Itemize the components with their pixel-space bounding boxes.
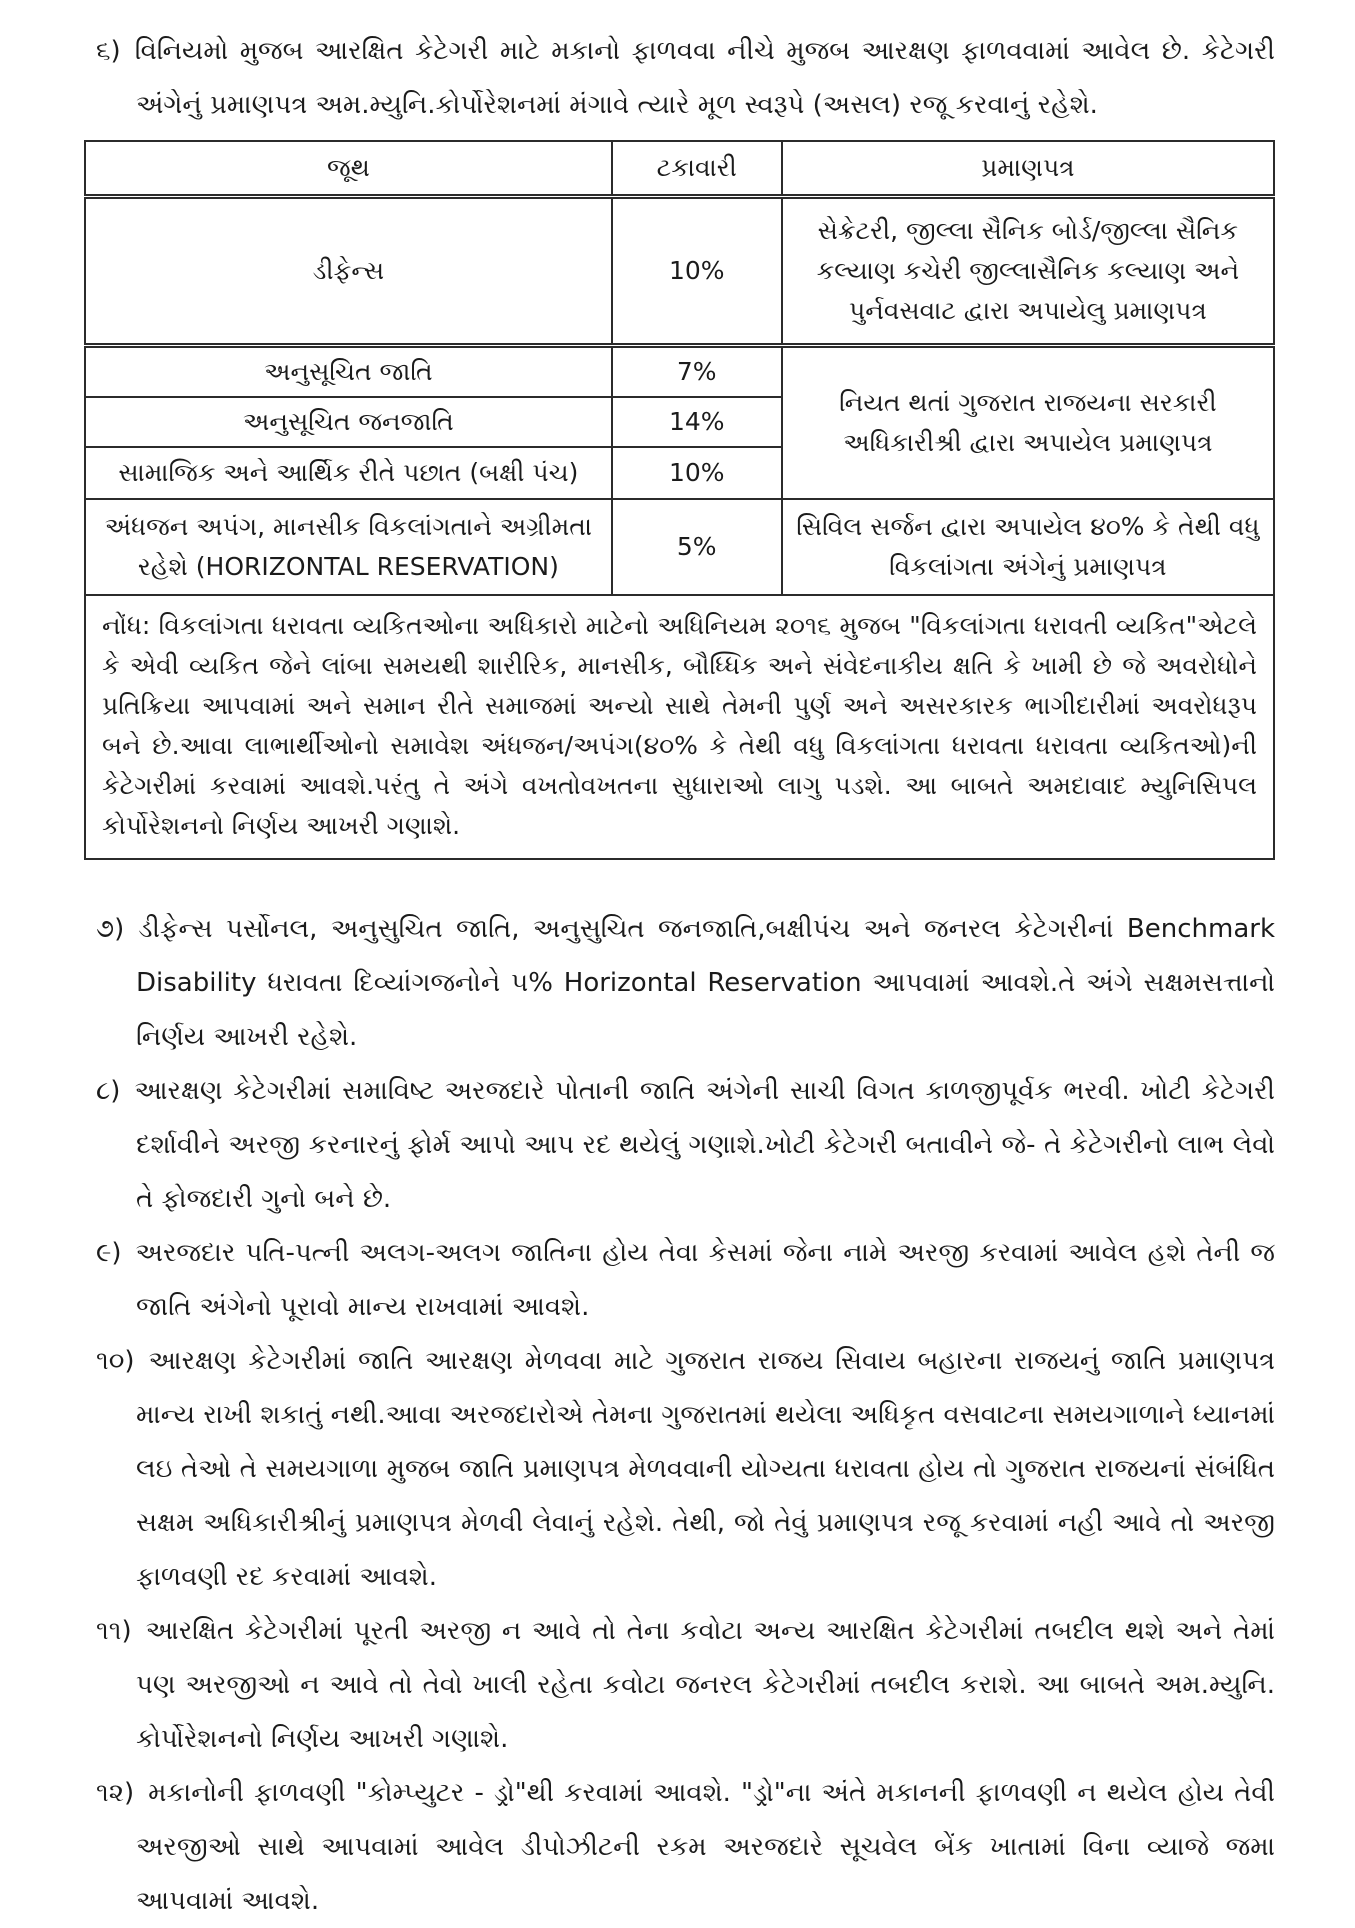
paragraph-number: ૮) — [96, 1076, 121, 1106]
intro-paragraph — [84, 24, 1275, 132]
group-cell: ડીફેન્સ — [85, 197, 612, 346]
paragraph-9 — [84, 1226, 1275, 1334]
table-note: નોંધ: વિકલાંગતા ધરાવતા વ્યકિતઓના અધિકારો માટેનો અધિનિયમ ૨૦૧૬ મુજબ "વિકલાંગતા ધરાવતી વ્યકિત"એટલે કે એવી વ્યકિત જેને લાંબા સમયથી શારીરિક, માનસીક, બૌધ્ધિક અને સંવેદનાકીય ક્ષતિ કે ખામી છે જે અવરોધોને પ્રતિક્રિયા આપવામાં અને સમાન રીતે સમાજમાં અન્યો સાથે તેમની પુર્ણ અને અસરકારક ભાગીદારીમાં અવરોધરૂપ બને છે.આવા લાભાર્થીઓનો સમાવેશ અંધજન/અપંગ(૪૦% કે તેથી વધુ વિકલાંગતા ધરાવતા ધરાવતા વ્યકિતઓ)ની કેટેગરીમાં કરવામાં આવશે.પરંતુ તે અંગે વખતોવખતના સુધારાઓ લાગુ પડશે. આ બાબતે અમદાવાદ મ્યુનિસિપલ કોર્પોરેશનનો નિર્ણય આખરી ગણાશે. — [85, 595, 1274, 859]
paragraph-11 — [84, 1604, 1275, 1766]
paragraph-number: ૧૦) — [96, 1346, 135, 1376]
paragraph-10 — [84, 1334, 1275, 1604]
table-header-percentage: ટકાવારી — [612, 141, 782, 197]
percentage-cell: 10% — [612, 447, 782, 499]
numbered-paragraphs — [84, 902, 1275, 1928]
reservation-table — [84, 140, 1275, 860]
group-cell: અનુસૂચિત જનજાતિ — [85, 397, 612, 447]
paragraph-text: મકાનોની ફાળવણી "કોમ્પ્યુટર - ડ્રો"થી કરવામાં આવશે. "ડ્રો"ના અંતે મકાનની ફાળવણી ન થયેલ હોય તેવી અરજીઓ સાથે આપવામાં આવેલ ડીપોઝીટની રકમ અરજદારે સૂચવેલ બેંક ખાતામાં વિના વ્યાજે જમા આપવામાં આવશે. — [136, 1778, 1275, 1916]
table-note-row — [85, 595, 1274, 859]
table-header-row — [85, 141, 1274, 197]
table-row-defence — [85, 197, 1274, 346]
paragraph-number: ૭) — [96, 914, 125, 944]
paragraph-number: ૧૨) — [96, 1778, 135, 1808]
percentage-cell: 7% — [612, 346, 782, 398]
table-header-group: જૂથ — [85, 141, 612, 197]
table-row-scheduled-caste — [85, 346, 1274, 398]
paragraph-number: ૬) — [96, 36, 121, 66]
table-header-certificate: પ્રમાણપત્ર — [782, 141, 1274, 197]
paragraph-number: ૯) — [96, 1238, 122, 1268]
paragraph-text: આરક્ષણ કેટેગરીમાં જાતિ આરક્ષણ મેળવવા માટે ગુજરાત રાજય સિવાય બહારના રાજયનું જાતિ પ્રમાણપત્ર માન્ય રાખી શકાતું નથી.આવા અરજદારોએ તેમના ગુજરાતમાં થયેલા અધિકૃત વસવાટના સમયગાળાને ધ્યાનમાં લઇ તેઓ તે સમયગાળા મુજબ જાતિ પ્રમાણપત્ર મેળવવાની યોગ્યતા ધરાવતા હોય તો ગુજરાત રાજયનાં સંબંધિત સક્ષમ અધિકારીશ્રીનું પ્રમાણપત્ર મેળવી લેવાનું રહેશે. તેથી, જો તેવું પ્રમાણપત્ર રજૂ કરવામાં નહી આવે તો અરજી ફાળવણી રદ કરવામાં આવશે. — [136, 1346, 1275, 1592]
paragraph-text: આરક્ષણ કેટેગરીમાં સમાવિષ્ટ અરજદારે પોતાની જાતિ અંગેની સાચી વિગત કાળજીપૂર્વક ભરવી. ખોટી કેટેગરી દર્શાવીને અરજી કરનારનું ફોર્મ આપો આપ રદ થયેલું ગણાશે.ખોટી કેટેગરી બતાવીને જે- તે કેટેગરીનો લાભ લેવો તે ફોજદારી ગુનો બને છે. — [134, 1076, 1275, 1214]
table-row-disability — [85, 499, 1274, 595]
percentage-cell: 14% — [612, 397, 782, 447]
paragraph-text: આરક્ષિત કેટેગરીમાં પૂરતી અરજી ન આવે તો તેના કવોટા અન્ય આરક્ષિત કેટેગરીમાં તબદીલ થશે અને તેમાં પણ અરજીઓ ન આવે તો તેવો ખાલી રહેતા કવોટા જનરલ કેટેગરીમાં તબદીલ કરાશે. આ બાબતે અમ.મ્યુનિ. કોર્પોરેશનનો નિર્ણય આખરી ગણાશે. — [136, 1616, 1275, 1754]
certificate-cell: સિવિલ સર્જન દ્વારા અપાયેલ ૪૦% કે તેથી વધુ વિકલાંગતા અંગેનું પ્રમાણપત્ર — [782, 499, 1274, 595]
paragraph-7 — [84, 902, 1275, 1064]
group-cell: અનુસૂચિત જાતિ — [85, 346, 612, 398]
certificate-cell-merged: નિયત થતાં ગુજરાત રાજયના સરકારી અધિકારીશ્રી દ્વારા અપાયેલ પ્રમાણપત્ર — [782, 346, 1274, 500]
paragraph-12 — [84, 1766, 1275, 1928]
paragraph-8 — [84, 1064, 1275, 1226]
paragraph-text: અરજદાર પતિ-પત્ની અલગ-અલગ જાતિના હોય તેવા કેસમાં જેના નામે અરજી કરવામાં આવેલ હશે તેની જ જાતિ અંગેનો પૂરાવો માન્ય રાખવામાં આવશે. — [135, 1238, 1275, 1322]
paragraph-text: વિનિયમો મુજબ આરક્ષિત કેટેગરી માટે મકાનો ફાળવવા નીચે મુજબ આરક્ષણ ફાળવવામાં આવેલ છે. કેટેગરી અંગેનું પ્રમાણપત્ર અમ.મ્યુનિ.કોર્પોરેશનમાં મંગાવે ત્યારે મૂળ સ્વરૂપે (અસલ) રજૂ કરવાનું રહેશે. — [134, 36, 1275, 120]
paragraph-number: ૧૧) — [96, 1616, 132, 1646]
percentage-cell: 10% — [612, 197, 782, 346]
group-cell: સામાજિક અને આર્થિક રીતે પછાત (બક્ષી પંચ) — [85, 447, 612, 499]
certificate-cell: સેક્રેટરી, જીલ્લા સૈનિક બોર્ડ/જીલ્લા સૈનિક કલ્યાણ કચેરી જીલ્લાસૈનિક કલ્યાણ અને પુર્નવસવાટ દ્વારા અપાયેલુ પ્રમાણપત્ર — [782, 197, 1274, 346]
paragraph-text: ડીફેન્સ પર્સોનલ, અનુસુચિત જાતિ, અનુસુચિત જનજાતિ,બક્ષીપંચ અને જનરલ કેટેગરીનાં Benchmark Disability ધરાવતા દિવ્યાંગજનોને ૫% Horizontal Reservation આપવામાં આવશે.તે અંગે સક્ષમસત્તાનો નિર્ણય આખરી રહેશે. — [136, 914, 1275, 1052]
percentage-cell: 5% — [612, 499, 782, 595]
group-cell: અંધજન અપંગ, માનસીક વિકલાંગતાને અગ્રીમતા રહેશે (HORIZONTAL RESERVATION) — [85, 499, 612, 595]
